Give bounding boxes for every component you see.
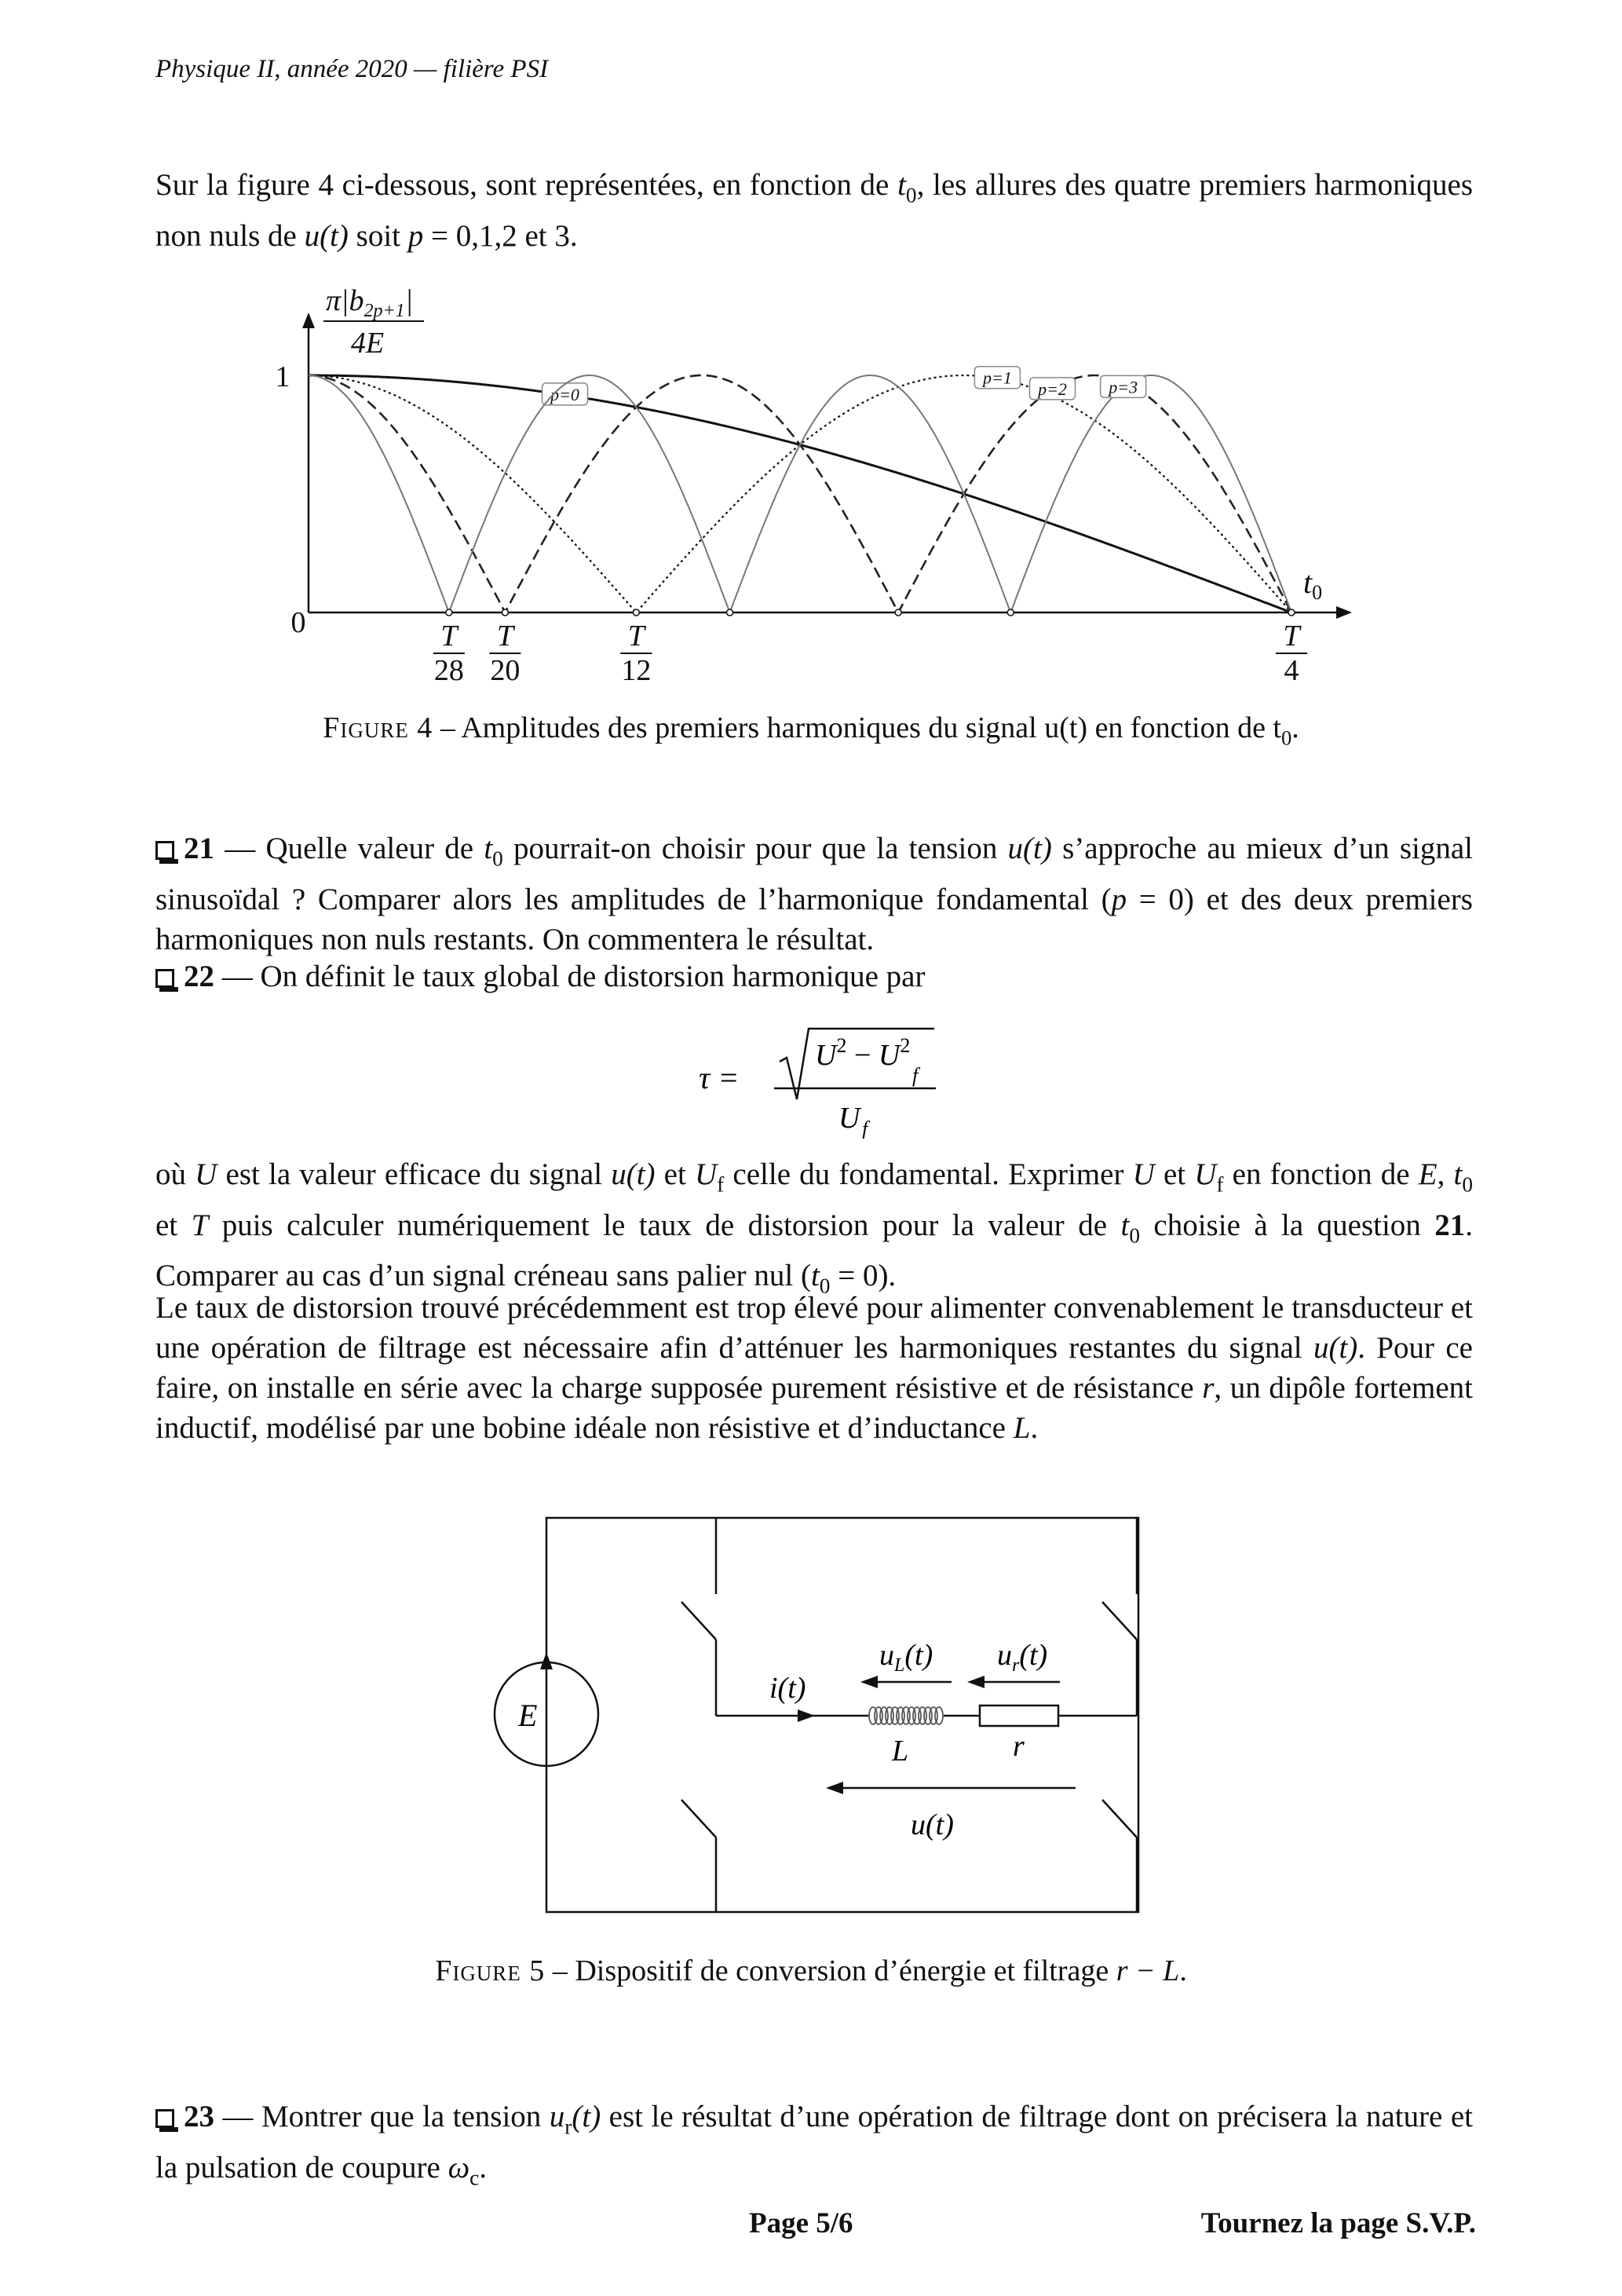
figure5-caption: Figure 5 – Dispositif de conversion d’énergie et filtrage r − L. — [435, 1954, 1187, 1987]
source-label: E — [518, 1698, 538, 1733]
svg-text:f: f — [912, 1064, 919, 1087]
switch-k1 — [681, 1602, 716, 1640]
x-tick-numerator-1: T — [496, 620, 513, 653]
uL-arrowhead — [860, 1676, 878, 1688]
current-arrowhead — [798, 1709, 815, 1722]
y-axis-label-numerator: $\pi|b_{2p+1}|$ — [326, 284, 414, 321]
ur-label: $u_r(t)$ — [997, 1639, 1048, 1676]
x-tick-denominator-1: 20 — [490, 654, 521, 687]
checkbox-icon — [155, 2109, 174, 2128]
x-tick-denominator-3: 4 — [1284, 654, 1299, 687]
switch-k2 — [1102, 1602, 1137, 1640]
y-tick-1: 1 — [275, 360, 290, 393]
u-label: u(t) — [911, 1808, 954, 1841]
switch-k3 — [681, 1800, 716, 1837]
question-21: 21 — Quelle valeur de $t_0$ pourrait-on choisir pour que la tension u(t) s’approche au mieux d’un signal sinusoïdal ? Comparer alors les amplitudes de l’harmonique fondamental (p = 0) et des deux premiers harmoniques non nuls restants. On commentera le résultat. — [155, 832, 1473, 956]
intro-paragraph: Sur la figure 4 ci-dessous, sont représentées, en fonction de $t_0$, les allures des quatre premiers harmoniques non nuls de u(t) soit p = 0,1,2 et 3. — [155, 168, 1474, 253]
uL-label: $u_L(t)$ — [879, 1639, 933, 1676]
x-tick-numerator-0: T — [440, 620, 458, 653]
x-tick-numerator-3: T — [1283, 620, 1300, 653]
resistor — [980, 1706, 1058, 1726]
inductor-label: L — [892, 1735, 909, 1768]
series-label-p=3: p=3 — [1109, 377, 1138, 397]
x-axis-label: $t_0$ — [1303, 565, 1323, 604]
series-label-p=1: p=1 — [982, 367, 1012, 388]
x-tick-numerator-2: T — [627, 620, 645, 653]
question-23: 23 — Montrer que la tension $u_r(t)$ est le résultat d’une opération de filtrage dont on précisera la nature et la pulsation de coupure $\omega_c$. — [155, 2100, 1473, 2190]
series-label-p=0: p=0 — [550, 384, 579, 404]
ur-arrowhead — [967, 1676, 985, 1688]
inductor-loop — [935, 1707, 943, 1724]
svg-text:U2 − U2: $U^2 - U^2$ — [815, 1034, 911, 1072]
x-tick-denominator-0: 28 — [433, 654, 464, 687]
resistor-label: r — [1013, 1730, 1025, 1763]
inductor-coil — [869, 1707, 943, 1724]
switch-k4 — [1102, 1800, 1137, 1837]
question-22-body: où U est la valeur efficace du signal u(t) et $U_f$ celle du fondamental. Exprimer U et $U_f$ en fonction de E, $t_0$ et T puis calculer numériquement le taux de distorsion pour la valeur de $t_0$ choisie à la question 21. Comparer au cas d’un signal créneau sans palier nul $(t_0 = 0)$. — [155, 1157, 1473, 1298]
question-22: 22 — On définit le taux global de distorsion harmonique par — [155, 956, 1473, 996]
formula-tau: τ = — [699, 1060, 740, 1095]
series-label-p=2: p=2 — [1038, 378, 1067, 399]
y-axis-label-denominator: 4E — [350, 327, 385, 360]
x-tick-denominator-2: 12 — [621, 654, 652, 687]
svg-text:U: U — [838, 1102, 860, 1135]
source-arrowhead — [540, 1652, 553, 1669]
current-label: i(t) — [769, 1672, 806, 1705]
page-number: Page 5/6 — [749, 2207, 853, 2239]
filter-paragraph: Le taux de distorsion trouvé précédemment est trop élevé pour alimenter convenablement le transducteur et une opération de filtrage est nécessaire afin d’atténuer les harmoniques restantes du signal u(t). Pour ce faire, on installe en série avec la charge supposée purement résistive et de résistance r, un dipôle fortement inductif, modélisé par une bobine idéale non résistive et d’inductance L. — [155, 1291, 1473, 1445]
page-header: Physique II, année 2020 — filière PSI — [155, 55, 549, 83]
figure4-caption: Figure 4 – Amplitudes des premiers harmoniques du signal u(t) en fonction de $t_0$. — [323, 711, 1299, 750]
svg-text:f: f — [862, 1117, 868, 1139]
turn-page-note: Tournez la page S.V.P. — [1200, 2207, 1476, 2239]
u-arrowhead — [826, 1782, 843, 1794]
y-tick-0: 0 — [290, 606, 306, 639]
